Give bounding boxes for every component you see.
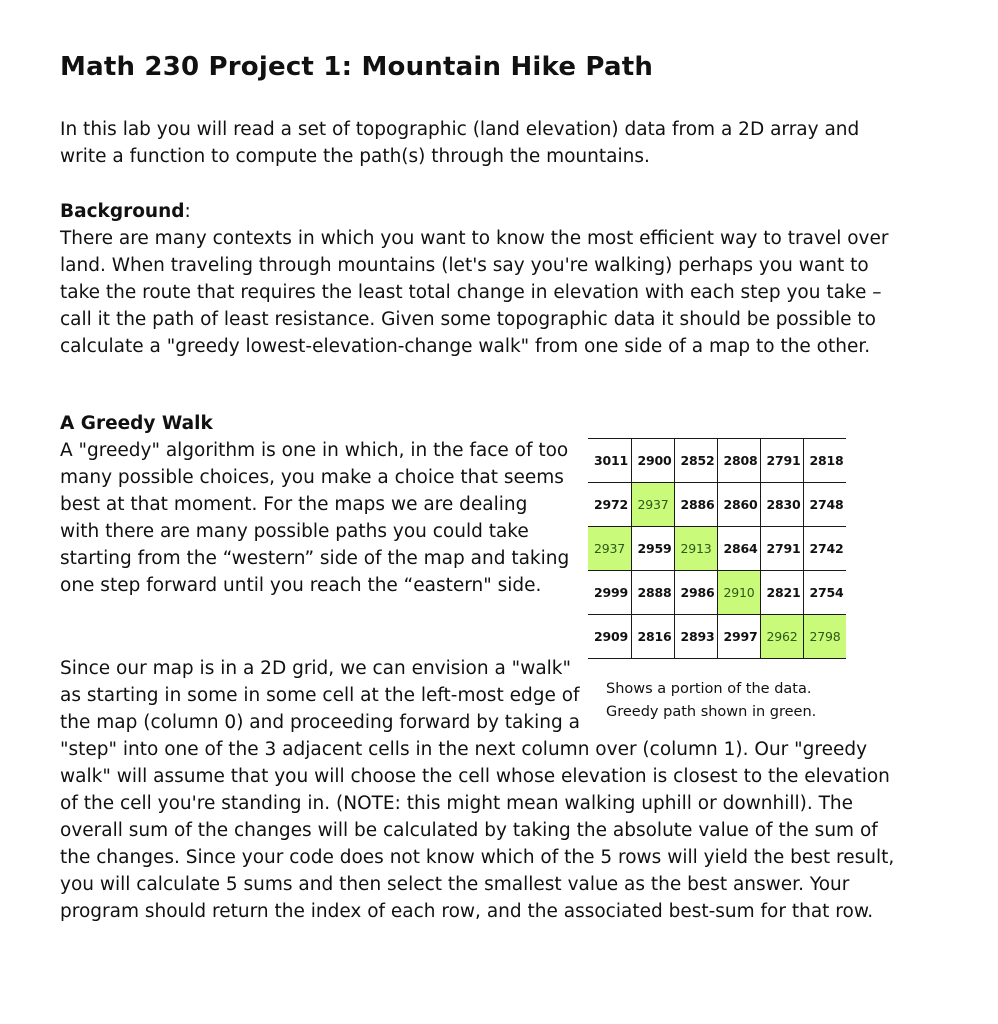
page-title: Math 230 Project 1: Mountain Hike Path <box>60 52 654 82</box>
grid-cell: 2742 <box>803 527 846 571</box>
greedy-walk-paragraph: A "greedy" algorithm is one in which, in the face of too many possible choices, you make a choice that seems best at that moment. For the maps we are dealing with there are many possible paths you could take starting from the “western” side of the map and taking one step forward until you reach the “eastern" side. <box>60 440 570 596</box>
grid-cell: 2791 <box>760 439 803 483</box>
caption-line-2: Greedy path shown in green. <box>606 704 817 720</box>
grid-cell: 2888 <box>631 571 674 615</box>
grid-cell: 2821 <box>760 571 803 615</box>
grid-cell: 2959 <box>631 527 674 571</box>
grid-cell: 2972 <box>588 483 631 527</box>
grid-cell-path: 2962 <box>760 615 803 659</box>
grid-cell: 2909 <box>588 615 631 659</box>
grid-cell: 2808 <box>717 439 760 483</box>
elevation-grid <box>588 438 846 659</box>
background-paragraph: There are many contexts in which you want to know the most efficient way to travel over land. When traveling through mountains (let's say you're walking) perhaps you want to take the route that requires the least total change in elevation with each step you take – call it the path of least resistance. Given some topographic data it should be possible to calculate a "greedy lowest-elevation-change walk" from one side of a map to the other. <box>60 228 889 357</box>
grid-cell: 2748 <box>803 483 846 527</box>
figure-caption <box>606 678 816 724</box>
grid-cell-path: 2798 <box>803 615 846 659</box>
grid-cell: 2852 <box>674 439 717 483</box>
grid-cell-path: 2910 <box>717 571 760 615</box>
intro-paragraph: In this lab you will read a set of topographic (land elevation) data from a 2D array and write a function to compute the path(s) through the mountains. <box>60 119 860 167</box>
grid-cell: 2986 <box>674 571 717 615</box>
grid-cell: 2999 <box>588 571 631 615</box>
background-heading-text: Background <box>60 201 185 222</box>
greedy-walk-heading: A Greedy Walk <box>60 413 213 434</box>
caption-line-1: Shows a portion of the data. <box>606 681 812 697</box>
grid-cell: 2754 <box>803 571 846 615</box>
grid-row <box>588 571 846 615</box>
grid-row <box>588 527 846 571</box>
grid-cell: 2893 <box>674 615 717 659</box>
walk-paragraph-text: Since our map is in a 2D grid, we can envision a "walk" as starting in some in some cell at the left-most edge of the map (column 0) and proceeding forward by taking a "step" into one of the 3 adjacent cells in the next column over (column 1). Our "greedy walk" will assume that you will choose the cell whose elevation is closest to the elevation of the cell you're standing in. (NOTE: this might mean walking uphill or downhill). The overall sum of the changes will be calculated by taking the absolute value of the sum of the changes. Since your code does not know which of the 5 rows will yield the best result, you will calculate 5 sums and then select the smallest value as the best answer. Your program should return the index of each row, and the associated best-sum for that row. <box>60 658 895 922</box>
grid-cell-path: 2937 <box>588 527 631 571</box>
grid-row <box>588 439 846 483</box>
grid-cell-path: 2913 <box>674 527 717 571</box>
grid-cell: 2791 <box>760 527 803 571</box>
grid-row <box>588 615 846 659</box>
background-heading <box>60 198 191 225</box>
grid-cell-path: 2937 <box>631 483 674 527</box>
grid-cell: 2816 <box>631 615 674 659</box>
grid-cell: 2830 <box>760 483 803 527</box>
grid-cell: 2860 <box>717 483 760 527</box>
grid-cell: 2886 <box>674 483 717 527</box>
grid-cell: 3011 <box>588 439 631 483</box>
grid-row <box>588 483 846 527</box>
grid-cell: 2997 <box>717 615 760 659</box>
grid-cell: 2900 <box>631 439 674 483</box>
grid-cell: 2818 <box>803 439 846 483</box>
background-heading-colon: : <box>184 201 191 222</box>
grid-cell: 2864 <box>717 527 760 571</box>
